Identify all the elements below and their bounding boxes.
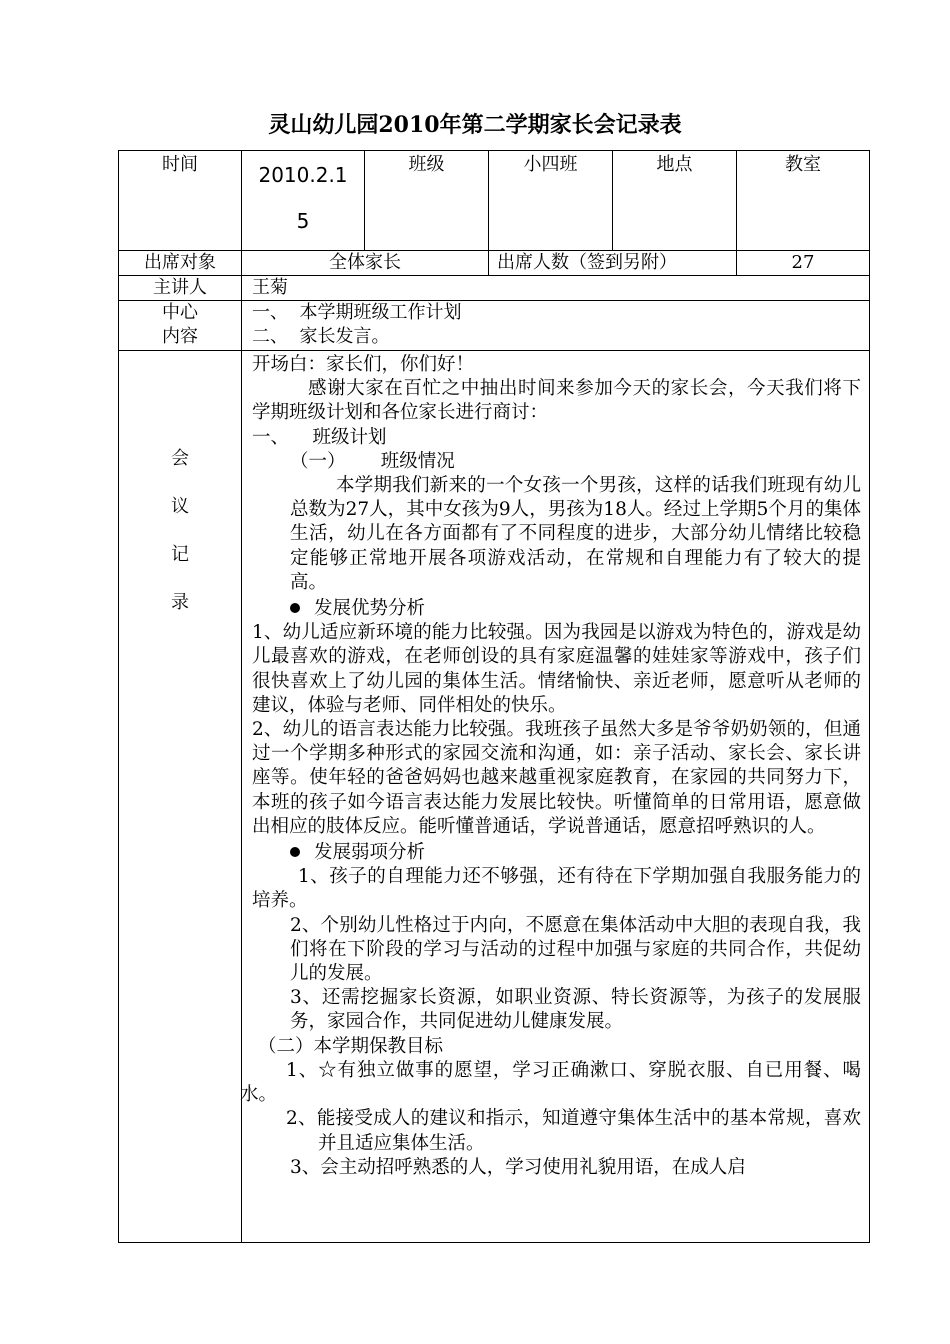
record-label-char: 议 (171, 496, 189, 517)
meeting-record-table (118, 150, 870, 1243)
attendance-count-label: 出席人数（签到另附） (489, 251, 737, 276)
record-body (242, 351, 870, 1243)
attendance-count-value: 27 (737, 251, 870, 276)
date-line-2: 5 (296, 209, 310, 233)
record-label-char: 录 (171, 592, 189, 613)
time-label: 时间 (119, 151, 242, 251)
goal-paragraph: 2、能接受成人的建议和指示，知道遵守集体生活中的基本常规，喜欢并且适应集体生活。 (286, 1108, 861, 1154)
bullet-icon (290, 603, 300, 613)
class-label: 班级 (365, 151, 489, 251)
document-title: 灵山幼儿园2010年第二学期家长会记录表 (268, 112, 682, 138)
weak-paragraph: 1、孩子的自理能力还不够强，还有待在下学期加强自我服务能力的培养。 (252, 866, 861, 912)
content-row (119, 301, 870, 351)
place-value: 教室 (737, 151, 870, 251)
content-item: 二、 家长发言。 (252, 326, 390, 347)
content-label-line-2: 内容 (162, 326, 198, 347)
weak-heading (252, 841, 861, 865)
date-line-1: 2010.2.1 (258, 163, 348, 187)
content-items (242, 301, 870, 351)
opening: 开场白：家长们，你们好！ (252, 354, 475, 375)
speaker-row (119, 276, 870, 301)
place-label: 地点 (613, 151, 737, 251)
record-row (119, 351, 870, 1243)
weak-title: 发展弱项分析 (314, 842, 426, 864)
speaker-value: 王菊 (242, 276, 870, 301)
subsection-title: （二）本学期保教目标 (258, 1035, 444, 1057)
record-label (119, 351, 242, 1243)
weak-paragraph: 2、个别幼儿性格过于内向，不愿意在集体活动中大胆的表现自我，我们将在下阶段的学习与活动的过程中加强与家庭的共同合作，共促幼儿的发展。 (290, 914, 861, 985)
date-value (242, 151, 365, 251)
content-label-line-1: 中心 (162, 302, 198, 323)
attendance-row (119, 251, 870, 276)
attendance-target-label: 出席对象 (119, 251, 242, 276)
speaker-label: 主讲人 (119, 276, 242, 301)
goal-paragraph: 3、会主动招呼熟悉的人，学习使用礼貌用语，在成人启 (290, 1156, 746, 1178)
section-title: 一、 班级计划 (252, 426, 387, 448)
strength-paragraph: 1、幼儿适应新环境的能力比较强。因为我园是以游戏为特色的，游戏是幼儿最喜欢的游戏，在老师创设的具有家庭温馨的娃娃家等游戏中，孩子们很快喜欢上了幼儿园的集体生活。情绪愉快、亲近老师，愿意听从老师的建议，体验与老师、同伴相处的快乐。 (252, 622, 861, 716)
class-situation: 本学期我们新来的一个女孩一个男孩，这样的话我们班现有幼儿总数为27人，其中女孩为9人，男孩为18人。经过上学期5个月的集体生活，幼儿在各方面都有了不同程度的进步，大部分幼儿情绪比较稳定能够正常地开展各项游戏活动，在常规和自理能力有了较大的提高。 (290, 475, 861, 593)
header-row (119, 151, 870, 251)
intro: 感谢大家在百忙之中抽出时间来参加今天的家长会，今天我们将下学期班级计划和各位家长进行商讨： (252, 378, 861, 424)
attendance-target-value: 全体家长 (242, 251, 489, 276)
content-label (119, 301, 242, 351)
weak-paragraph: 3、还需挖掘家长资源，如职业资源、特长资源等，为孩子的发展服务，家园合作，共同促进幼儿健康发展。 (290, 987, 861, 1033)
content-item: 一、 本学期班级工作计划 (252, 302, 462, 323)
class-value: 小四班 (489, 151, 613, 251)
bullet-icon (290, 847, 300, 857)
strength-heading (252, 597, 861, 621)
subsection-title: （一） 班级情况 (290, 450, 455, 472)
strength-title: 发展优势分析 (314, 598, 426, 620)
strength-paragraph: 2、幼儿的语言表达能力比较强。我班孩子虽然大多是爷爷奶奶领的，但通过一个学期多种形式的家园交流和沟通，如：亲子活动、家长会、家长讲座等。使年轻的爸爸妈妈也越来越重视家庭教育，在家园的共同努力下，本班的孩子如今语言表达能力发展比较快。听懂简单的日常用语，愿意做出相应的肢体反应。能听懂普通话，学说普通话，愿意招呼熟识的人。 (252, 719, 861, 837)
record-label-char: 会 (171, 448, 189, 469)
record-label-char: 记 (171, 544, 189, 565)
goal-paragraph: 1、☆有独立做事的愿望，学习正确漱口、穿脱衣服、自已用餐、喝水。 (240, 1059, 861, 1106)
